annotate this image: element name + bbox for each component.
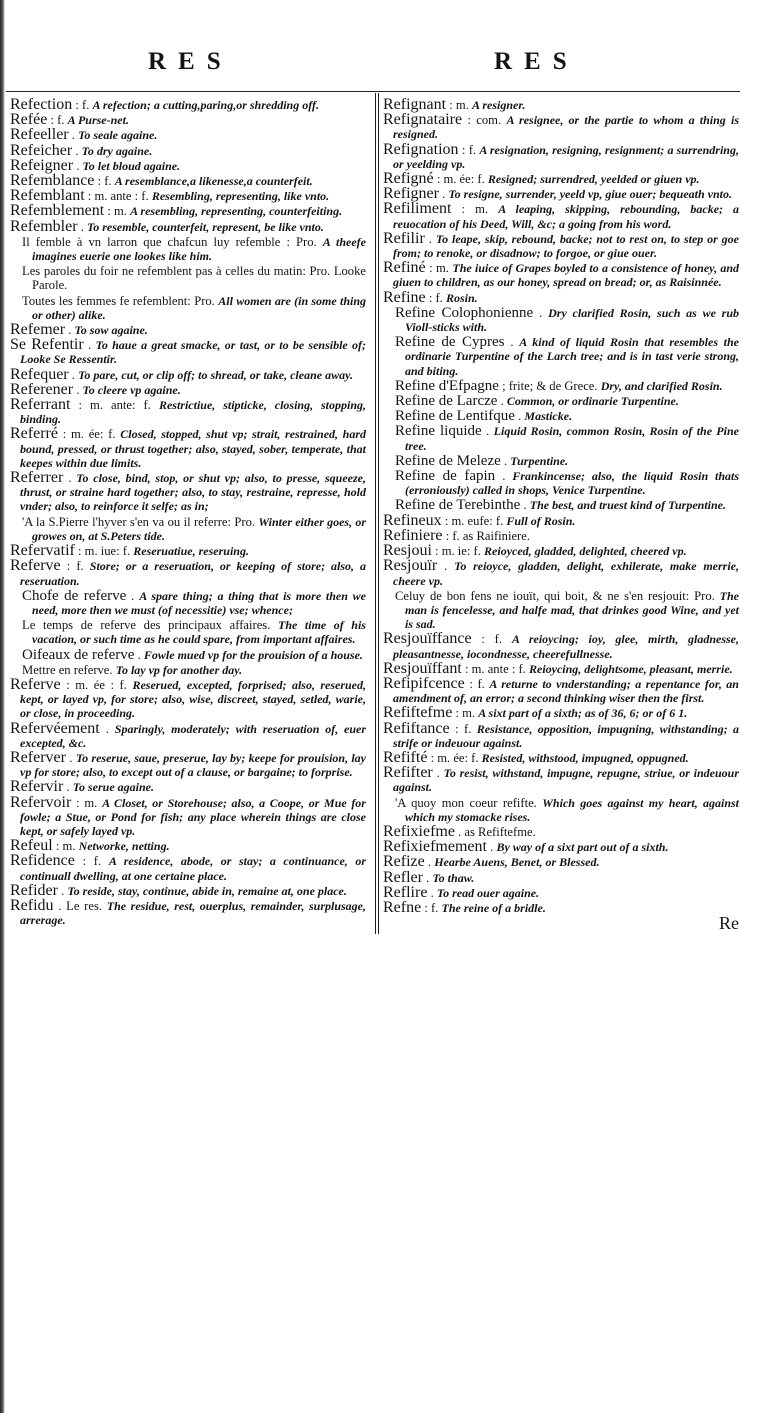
entry-headword: Referener xyxy=(10,380,74,398)
entry-grammar: . xyxy=(71,128,75,143)
dictionary-entry xyxy=(383,202,739,230)
entry-headword: Refeul xyxy=(10,837,53,855)
dictionary-entry xyxy=(10,896,366,928)
entry-definition: By way of a sixt part out of a sixth. xyxy=(496,840,669,855)
entry-headword: Refine d'Efpagne xyxy=(395,377,499,394)
entry-headword: Refidence xyxy=(10,852,75,870)
entry-grammar: . xyxy=(486,424,490,439)
entry-definition: To read ouer againe. xyxy=(436,885,540,900)
entry-definition: Fowle mued vp for the prouision of a house. xyxy=(143,647,363,662)
entry-grammar: . xyxy=(131,588,135,603)
entry-grammar: Les paroles du foir ne refemblent pas à celles du matin: Pro. Looke Parole. xyxy=(22,264,366,293)
entry-grammar: . xyxy=(523,498,527,513)
entry-grammar: . xyxy=(436,766,440,781)
left-column xyxy=(10,98,366,928)
entry-definition: Which goes against my heart, against which my stomacke rises. xyxy=(405,795,740,824)
entry-definition: Resigned; surrendred, yeelded or giuen vp. xyxy=(487,172,700,187)
entry-headword: Refne xyxy=(383,898,422,916)
entry-definition: To reside, stay, continue, abide in, remaine at, one place. xyxy=(67,883,347,898)
entry-definition: Networke, netting. xyxy=(78,839,170,854)
entry-definition: To let bloud againe. xyxy=(82,158,181,173)
entry-grammar: : m. xyxy=(461,202,489,217)
entry-grammar: . xyxy=(430,885,434,900)
entry-definition: A resignation, resigning, resignment; a surrendring, or yeelding vp. xyxy=(393,142,739,171)
entry-definition: A Closet, or Storehouse; also, a Coope, or Mue for fowle; a Stue, or Pond for fish; any place wherein things are close kept, or safely layed vp. xyxy=(20,795,366,838)
dictionary-entry xyxy=(383,796,739,824)
entry-headword: Refervoir xyxy=(10,793,72,811)
dictionary-entry xyxy=(383,674,739,706)
entry-definition: Hearbe Auens, Benet, or Blessed. xyxy=(434,855,600,870)
dictionary-entry xyxy=(383,883,739,901)
entry-headword: Refervatif xyxy=(10,542,75,560)
entry-definition: Reioycing, delightsome, pleasant, merrie. xyxy=(528,661,733,676)
dictionary-entry xyxy=(10,380,366,398)
entry-headword: Refeicher xyxy=(10,141,73,159)
dictionary-entry xyxy=(383,140,739,171)
entry-grammar: . xyxy=(61,883,65,898)
entry-definition: Resistance, opposition, impugning, withstanding; a strife or indeuour against. xyxy=(393,721,739,750)
entry-headword: Refemblement xyxy=(10,202,105,220)
dictionary-entry xyxy=(383,719,739,750)
entry-definition: A leaping, skipping, rebounding, backe; a reuocation of his Deed, Will, &c; a going from his word. xyxy=(393,202,739,231)
entry-definition: To lay vp for another day. xyxy=(115,662,243,677)
dictionary-entry xyxy=(383,306,739,334)
entry-grammar: ; frite; & de Grece. xyxy=(502,378,598,393)
dictionary-entry xyxy=(383,261,739,289)
entry-grammar: : m. xyxy=(76,795,98,810)
entry-definition: Full of Rosin. xyxy=(506,513,576,528)
entry-headword: Refifter xyxy=(383,764,433,782)
entry-grammar: : m. xyxy=(107,204,127,219)
entry-headword: Refignation xyxy=(383,140,459,158)
entry-headword: Chofe de referve xyxy=(22,587,127,604)
dictionary-entry xyxy=(383,454,739,468)
entry-grammar: : m. iue: f. xyxy=(78,544,131,559)
entry-grammar: Le temps de referve des principaux affaires. xyxy=(22,618,271,633)
entry-definition: Resisted, withstood, impugned, oppugned. xyxy=(481,750,689,765)
entry-headword: Refervir xyxy=(10,778,64,796)
entry-grammar: . as Refiftefme. xyxy=(458,824,536,839)
entry-definition: To cleere vp againe. xyxy=(82,382,181,397)
entry-definition: To close, bind, stop, or shut vp; also, to presse, squeeze, thrust, or straine hard together; also, to stay, restraine, represse, hold vnder; also, to reinforce it selfe; as in; xyxy=(20,471,366,514)
entry-grammar: . xyxy=(503,453,508,468)
entry-definition: Reioyced, gladded, delighted, cheered vp. xyxy=(484,544,687,559)
entry-definition: To resigne, surrender, yeeld vp, giue ouer; bequeath vnto. xyxy=(448,187,733,202)
dictionary-entry xyxy=(383,379,739,393)
entry-headword: Referrant xyxy=(10,396,71,414)
entry-grammar: : m. ante : f. xyxy=(464,661,526,676)
entry-grammar: : f. as Raifiniere. xyxy=(445,528,530,543)
dictionary-entry xyxy=(383,632,739,660)
entry-headword: Resjouïffant xyxy=(383,659,462,677)
entry-definition: A refection; a cutting,paring,or shredding off. xyxy=(92,98,319,112)
entry-headword: Refigner xyxy=(383,185,439,203)
entry-headword: Refize xyxy=(383,853,425,871)
dictionary-entry xyxy=(383,394,739,408)
entry-definition: A spare thing; a thing that is more then we need, more then we must (of necessitie) vse; whence; xyxy=(32,588,366,617)
entry-grammar: . xyxy=(66,780,70,795)
dictionary-entry xyxy=(10,398,366,426)
entry-headword: Refine de Terebinthe xyxy=(395,497,521,514)
dictionary-entry xyxy=(10,881,366,899)
dictionary-entry xyxy=(383,511,739,529)
entry-definition: A resemblance,a likenesse,a counterfeit. xyxy=(114,174,313,189)
entry-definition: To serue againe. xyxy=(72,780,155,795)
entry-definition: Store; or a reseruation, or keeping of store; also, a reseruation. xyxy=(20,559,366,588)
dictionary-entry xyxy=(383,98,739,112)
dictionary-entry xyxy=(10,780,366,794)
entry-headword: Refeeller xyxy=(10,126,69,144)
entry-headword: Refemblant xyxy=(10,187,85,205)
entry-grammar: . xyxy=(76,158,80,173)
entry-headword: Refine liquide xyxy=(395,423,482,440)
header-right: RES xyxy=(494,48,579,75)
entry-grammar: . xyxy=(490,840,494,855)
dictionary-entry xyxy=(10,174,366,188)
dictionary-entry xyxy=(10,204,366,218)
entry-definition: To reioyce, gladden, delight, exhilerate, make merrie, cheere vp. xyxy=(393,559,739,588)
dictionary-entry xyxy=(10,471,366,514)
entry-definition: Common, or ordinarie Turpentine. xyxy=(506,394,679,409)
entry-definition: The time of his vacation, or such time as he could spare, from important affaires. xyxy=(32,618,366,647)
entry-headword: Referve xyxy=(10,675,61,693)
dictionary-entry xyxy=(383,766,739,794)
entry-headword: Refine xyxy=(383,288,426,306)
dictionary-entry xyxy=(383,229,739,261)
entry-headword: Refilir xyxy=(383,229,425,247)
entry-definition: A returne to vnderstanding; a repentance for, an amendment of, an error; a second thinking wiser then the first. xyxy=(393,676,739,706)
entry-headword: Refiftance xyxy=(383,719,450,737)
entry-definition: The residue, rest, ouerplus, remainder, surplusage, arrerage. xyxy=(20,898,366,928)
entry-definition: Liquid Rosin, common Rosin, Rosin of the Pine tree. xyxy=(405,424,739,453)
entry-grammar: : f. xyxy=(66,559,84,574)
catchword: Re xyxy=(719,913,739,934)
entry-grammar: . xyxy=(518,409,522,424)
entry-grammar: : com. xyxy=(467,113,502,128)
entry-definition: A residence, abode, or stay; a continuance, or continuall dwelling, at one certaine place. xyxy=(20,854,366,883)
entry-definition: A sixt part of a sixth; as of 36, 6; or of 6 1. xyxy=(478,706,688,721)
column-divider xyxy=(375,93,376,934)
dictionary-entry xyxy=(10,544,366,558)
dictionary-entry xyxy=(10,748,367,780)
entry-grammar: . xyxy=(510,335,514,350)
entry-headword: Refeigner xyxy=(10,156,74,174)
entry-definition: To dry againe. xyxy=(81,143,153,158)
entry-definition: To haue a great smacke, or tast, or to be sensible of; Looke Se Ressentir. xyxy=(20,338,366,367)
entry-grammar: : m. xyxy=(429,261,449,276)
dictionary-entry xyxy=(10,515,366,543)
dictionary-entry xyxy=(10,294,366,322)
column-divider-inner xyxy=(378,93,379,934)
entry-headword: Refixiefme xyxy=(383,822,455,840)
entry-grammar: : m. ante : f. xyxy=(87,189,149,204)
dictionary-entry xyxy=(383,748,739,766)
entry-headword: Refiftefme xyxy=(383,704,453,722)
entry-definition: Winter either goes, or growes on, at S.Peters tide. xyxy=(32,514,366,543)
entry-definition: Reserued, excepted, forprised; also, reserued, kept, or layed vp, for store; also, wise, discreet, stayed, setled, warie, or close, in proceeding. xyxy=(20,677,367,721)
entry-definition: A theefe imagines euerie one lookes like him. xyxy=(32,234,366,264)
entry-definition: Restrictiue, stipticke, closing, stopping, binding. xyxy=(20,398,366,427)
entry-grammar: : m. ée: f. xyxy=(430,750,479,765)
dictionary-entry xyxy=(383,335,739,378)
dictionary-entry xyxy=(10,854,366,882)
entry-headword: Referrer xyxy=(10,469,64,487)
entry-definition: A resignee, or the partie to whom a thing is resigned. xyxy=(393,113,740,142)
entry-grammar: . xyxy=(105,721,109,736)
dictionary-entry xyxy=(10,559,366,587)
entry-headword: Refidu xyxy=(10,896,54,914)
entry-headword: Refine de fapin xyxy=(395,468,496,485)
entry-headword: Refemer xyxy=(10,321,66,339)
dictionary-entry xyxy=(383,840,739,854)
entry-grammar: : m. ée: f. xyxy=(436,172,485,187)
entry-grammar: . xyxy=(69,750,73,765)
entry-grammar: . xyxy=(502,469,506,484)
entry-grammar: . xyxy=(75,143,79,158)
dictionary-entry xyxy=(383,898,739,916)
entry-definition: Rosin. xyxy=(445,290,478,305)
entry-headword: Oifeaux de referve xyxy=(22,646,135,663)
dictionary-entry xyxy=(383,498,739,512)
entry-definition: A resigner. xyxy=(472,98,526,112)
entry-grammar: : f. xyxy=(455,721,472,736)
dictionary-entry xyxy=(383,868,739,886)
entry-grammar: : f. xyxy=(481,632,503,647)
entry-definition: Sparingly, moderately; with reseruation of, euer excepted, &c. xyxy=(20,721,366,750)
entry-headword: Referve xyxy=(10,557,61,575)
entry-grammar: . Le res. xyxy=(58,898,102,913)
dictionary-entry xyxy=(10,128,366,142)
entry-headword: Referré xyxy=(10,425,58,443)
entry-headword: Resjouïffance xyxy=(383,630,472,648)
entry-definition: To leape, skip, rebound, backe; not to rest on, to step or goe from; to renoke, or disadnow; to forgoe, or giue ouer. xyxy=(393,231,739,261)
entry-headword: Refiniere xyxy=(383,526,443,544)
entry-definition: To pare, cut, or clip off; to shread, or take, cleane away. xyxy=(78,367,353,382)
entry-headword: Refervéement xyxy=(10,719,100,737)
dictionary-entry xyxy=(10,264,366,292)
entry-grammar: : m. eufe: f. xyxy=(444,513,504,528)
entry-grammar: . xyxy=(68,471,72,486)
entry-definition: To thaw. xyxy=(432,870,475,885)
entry-grammar: : f. xyxy=(428,290,443,305)
entry-definition: Dry clarified Rosin, such as we rub Violl-sticks with. xyxy=(405,305,739,335)
entry-grammar: . xyxy=(88,338,92,353)
entry-grammar: . xyxy=(427,855,432,870)
entry-grammar: Toutes les femmes fe refemblent: Pro. xyxy=(22,293,215,308)
dictionary-entry xyxy=(383,706,739,720)
dictionary-entry xyxy=(10,98,366,112)
entry-definition: The man is fencelesse, and halfe mad, that drinkes good Wine, and yet is sad. xyxy=(405,588,739,632)
dictionary-entry xyxy=(383,469,739,497)
dictionary-entry xyxy=(10,719,366,750)
entry-grammar: . xyxy=(442,187,446,202)
entry-definition: A reioycing; ioy, glee, mirth, gladnesse, pleasantnesse, iocondnesse, cheerefullnesse. xyxy=(393,632,739,661)
entry-headword: Refignant xyxy=(383,96,447,113)
dictionary-entry xyxy=(383,187,739,201)
entry-headword: Refiné xyxy=(383,259,426,277)
entry-definition: To resemble, counterfeit, represent, be like vnto. xyxy=(87,219,324,234)
entry-grammar: . xyxy=(68,323,72,338)
dictionary-entry xyxy=(383,589,739,632)
dictionary-entry xyxy=(10,156,366,174)
entry-definition: To resist, withstand, impugne, repugne, striue, or indeuour against. xyxy=(393,766,739,795)
entry-grammar: . xyxy=(80,219,84,234)
dictionary-entry xyxy=(383,526,739,544)
entry-definition: To seale againe. xyxy=(78,128,158,143)
dictionary-entry xyxy=(10,189,366,203)
entry-grammar: . xyxy=(71,367,75,382)
top-rule xyxy=(6,91,740,92)
entry-headword: Refine Colophonienne xyxy=(395,304,534,321)
entry-grammar: Mettre en referve. xyxy=(22,662,113,677)
entry-headword: Refine de Cypres xyxy=(395,334,505,351)
dictionary-entry xyxy=(10,663,366,677)
entry-headword: Resjouïr xyxy=(383,557,438,575)
entry-headword: Referver xyxy=(10,748,66,766)
right-column xyxy=(383,96,740,934)
entry-grammar: . xyxy=(76,382,80,397)
entry-headword: Resjoui xyxy=(383,542,432,560)
entry-definition: Dry, and clarified Rosin. xyxy=(600,378,723,393)
entry-grammar: Il femble à vn larron que chafcun luy refemble : Pro. xyxy=(22,234,317,249)
entry-grammar: . xyxy=(426,870,430,885)
entry-grammar: : f. xyxy=(424,900,439,915)
dictionary-entry xyxy=(10,217,366,235)
dictionary-entry xyxy=(383,172,739,186)
dictionary-entry xyxy=(10,648,366,662)
header-left: RES xyxy=(148,48,233,75)
dictionary-entry xyxy=(10,793,366,839)
dictionary-entry xyxy=(10,427,366,470)
dictionary-entry xyxy=(383,409,739,423)
entry-definition: Reseruatiue, reseruing. xyxy=(133,544,249,559)
entry-headword: Refine de Larcze xyxy=(395,393,498,410)
entry-headword: Refigné xyxy=(383,170,434,188)
dictionary-entry xyxy=(383,113,739,141)
entry-grammar: : m. xyxy=(449,98,469,112)
entry-grammar: : m. ée: f. xyxy=(62,427,116,442)
entry-grammar: . xyxy=(500,394,504,409)
running-header xyxy=(0,48,770,78)
dictionary-entry xyxy=(10,589,366,617)
dictionary-entry xyxy=(10,365,366,383)
entry-grammar: : m. ante: f. xyxy=(78,398,151,413)
entry-grammar: : f. xyxy=(97,174,112,189)
entry-grammar: 'A la S.Pierre l'hyver s'en va ou il referre: Pro. xyxy=(22,514,256,529)
entry-definition: The reine of a bridle. xyxy=(441,900,546,915)
entry-headword: Refembler xyxy=(10,217,78,235)
entry-headword: Refixiefmement xyxy=(383,838,487,856)
entry-grammar: : f. xyxy=(75,98,90,112)
entry-definition: The best, and truest kind of Turpentine. xyxy=(529,498,727,513)
entry-headword: Refemblance xyxy=(10,172,95,190)
entry-grammar: : m. ie: f. xyxy=(435,544,481,559)
entry-headword: Refineux xyxy=(383,511,442,529)
entry-headword: Refine de Meleze xyxy=(395,452,501,469)
dictionary-entry xyxy=(383,559,739,587)
dictionary-entry xyxy=(10,323,366,337)
entry-grammar: . xyxy=(428,231,432,246)
entry-definition: The iuice of Grapes boyled to a consistence of honey, and giuen to children, as our honey, spread on bread; or, as Raisinnée. xyxy=(393,261,740,290)
entry-grammar: 'A quoy mon coeur refifte. xyxy=(395,795,537,810)
entry-headword: Refection xyxy=(10,96,73,113)
entry-definition: Resembling, representing, like vnto. xyxy=(151,189,330,204)
entry-grammar: : m. xyxy=(55,839,76,854)
entry-grammar: Celuy de bon fens ne iouït, qui boit, & ne s'en resjouit: Pro. xyxy=(395,588,715,603)
entry-headword: Refine de Lentifque xyxy=(395,408,515,425)
entry-grammar: : f. xyxy=(469,676,485,691)
entry-definition: A Purse-net. xyxy=(67,113,129,128)
entry-definition: Closed, stopped, shut vp; strait, restrained, hard bound, pressed, or thrust together; also, stayed, sober, temperate, that keepes within due limits. xyxy=(20,427,366,470)
dictionary-entry xyxy=(383,855,739,869)
entry-definition: To reserue, saue, preserue, lay by; keepe for prouision, lay vp for store; also, to except out of a clause, or bargaine; to forprise. xyxy=(20,750,367,780)
entry-definition: All women are (in some thing or other) alike. xyxy=(32,293,367,322)
entry-headword: Refipifcence xyxy=(383,674,465,692)
dictionary-entry xyxy=(10,113,366,127)
entry-grammar: : m. xyxy=(455,706,476,721)
dictionary-entry xyxy=(383,288,739,306)
entry-grammar: . xyxy=(444,559,448,574)
dictionary-entry xyxy=(10,235,366,263)
dictionary-entry xyxy=(383,822,739,840)
entry-grammar: : f. xyxy=(50,113,65,128)
entry-headword: Se Refentir xyxy=(10,336,84,354)
entry-definition: Frankincense; also, the liquid Rosin thats (erroniously) called in shops, Venice Turpentine. xyxy=(405,469,740,498)
entry-grammar: . xyxy=(137,647,141,662)
dictionary-entry xyxy=(383,659,739,677)
entry-headword: Refignataire xyxy=(383,111,463,129)
dictionary-entry xyxy=(383,544,739,558)
entry-grammar: . xyxy=(539,305,543,320)
dictionary-entry xyxy=(10,675,367,721)
dictionary-entry xyxy=(10,141,366,159)
entry-headword: Refler xyxy=(383,868,423,886)
page-edge-shadow xyxy=(0,0,5,1413)
dictionary-entry xyxy=(10,839,366,853)
entry-headword: Refifté xyxy=(383,748,428,766)
dictionary-entry xyxy=(383,424,739,452)
entry-definition: To sow againe. xyxy=(74,323,148,338)
entry-headword: Refider xyxy=(10,881,58,899)
entry-grammar: : f. xyxy=(82,854,102,869)
entry-grammar: : f. xyxy=(461,142,477,157)
entry-definition: A kind of liquid Rosin that resembles the ordinarie Turpentine of the Larch tree; and is in tast verie strong, and biting. xyxy=(405,335,740,378)
entry-definition: A resembling, representing, counterfeiting. xyxy=(130,204,343,219)
dictionary-entry xyxy=(10,618,366,646)
entry-headword: Refequer xyxy=(10,365,69,383)
entry-headword: Refiliment xyxy=(383,200,452,218)
entry-grammar: : m. ée : f. xyxy=(66,677,127,692)
entry-definition: Turpentine. xyxy=(510,453,569,468)
entry-definition: Masticke. xyxy=(524,409,573,424)
entry-headword: Reflire xyxy=(383,883,428,901)
dictionary-entry xyxy=(10,338,366,366)
entry-headword: Refée xyxy=(10,111,48,129)
